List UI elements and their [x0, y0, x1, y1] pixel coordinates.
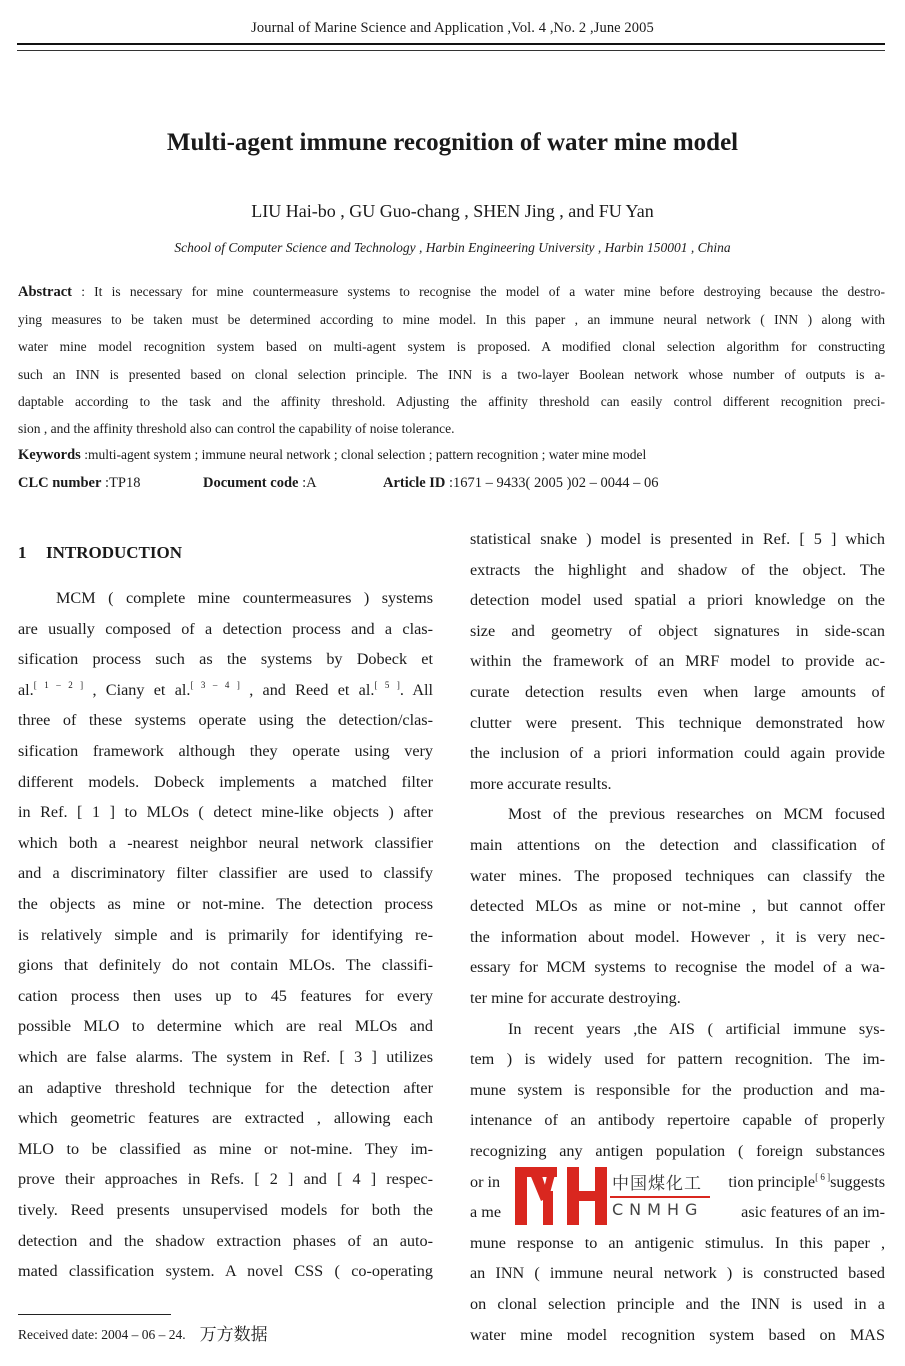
body-line	[18, 861, 433, 885]
footnote-line	[18, 1325, 268, 1345]
body-line	[18, 1076, 433, 1100]
body-line	[470, 925, 885, 949]
keywords	[18, 445, 885, 465]
abstract-line	[18, 365, 885, 385]
clc-number	[18, 473, 140, 493]
body-line	[470, 833, 885, 857]
abstract-text: sion , and the affinity threshold also can control the capability of noise tolerance.	[18, 421, 455, 436]
body-text: mated classification system. A novel CSS ( co-operating	[18, 1262, 433, 1280]
body-line	[470, 1323, 885, 1347]
body-text: three of these systems operate using the detection/clas-	[18, 711, 433, 729]
body-line	[470, 619, 885, 643]
body-text: essary for MCM systems to recognise the model of a wa-	[470, 958, 885, 976]
abstract-text: ying measures to be taken must be determined according to mine model. In this paper , an immune neural network ( INN ) along with	[18, 312, 885, 327]
body-line	[18, 831, 433, 855]
body-text: prove their approaches in Refs. [ 2 ] and [ 4 ] respec-	[18, 1170, 433, 1188]
body-text: clutter were present. This technique demonstrated how	[470, 714, 885, 732]
body-line	[18, 739, 433, 763]
body-line	[470, 894, 885, 918]
body-text: which geometric features are extracted , allowing each	[18, 1109, 433, 1127]
body-text: statistical snake ) model is presented in Ref. [ 5 ] which	[470, 530, 885, 548]
body-text: In recent years ,the AIS ( artificial immune sys-	[508, 1020, 885, 1038]
abstract-line	[18, 282, 885, 302]
body-line	[18, 678, 433, 702]
body-line	[470, 649, 885, 673]
body-text: tively. Reed presents unsupervised models for both the	[18, 1201, 433, 1219]
section-number: 1	[18, 543, 27, 562]
body-text: sification framework although they operate using very	[18, 742, 433, 760]
body-text: detection and the shadow extraction phases of an auto-	[18, 1232, 433, 1250]
body-text: asic features of an im-	[741, 1203, 885, 1221]
body-text: is relatively simple and is primarily for identifying re-	[18, 926, 433, 944]
abstract-line	[18, 392, 885, 412]
doc-code-value: :A	[302, 475, 317, 491]
abstract-text: It is necessary for mine countermeasure systems to recognise the model of a water mine before destroying because the destro-	[94, 284, 885, 299]
body-line	[18, 1198, 433, 1222]
body-tail	[728, 1170, 885, 1194]
body-text: the objects as mine or not-mine. The detection process	[18, 895, 433, 913]
body-text: a me	[470, 1203, 502, 1221]
body-text: more accurate results.	[470, 775, 612, 793]
body-line	[470, 772, 885, 796]
body-line	[18, 1106, 433, 1130]
body-line	[470, 558, 885, 582]
body-line	[18, 953, 433, 977]
affiliation: School of Computer Science and Technology , Harbin Engineering University , Harbin 150001 , China	[174, 240, 731, 255]
body-text: Most of the previous researches on MCM focused	[508, 805, 885, 823]
keywords-separator: :	[80, 447, 88, 462]
body-text: the information about model. However , it is very nec-	[470, 928, 885, 946]
body-line	[470, 680, 885, 704]
body-line	[508, 802, 885, 826]
body-text: , Ciany et al.	[83, 681, 191, 699]
footnote-rule	[18, 1314, 171, 1315]
body-line	[470, 711, 885, 735]
body-text: tem ) is widely used for pattern recognition. The im-	[470, 1050, 885, 1068]
body-line	[470, 1292, 885, 1316]
body-line	[18, 708, 433, 732]
doc-code-label: Document code	[203, 475, 299, 491]
body-line	[470, 1078, 885, 1102]
body-text: tion principle	[728, 1173, 816, 1191]
citation: [ 5 ]	[374, 680, 400, 690]
body-text: which both a -nearest neighbor neural network classifier	[18, 834, 433, 852]
body-line	[56, 586, 433, 610]
body-text: main attentions on the detection and classification of	[470, 836, 885, 854]
body-line	[18, 1137, 433, 1161]
body-text: intenance of an antibody repertoire capable of properly	[470, 1111, 885, 1129]
header-rule-thin	[17, 50, 885, 51]
body-text: size and geometry of object signatures in side-scan	[470, 622, 885, 640]
body-line	[18, 1229, 433, 1253]
body-line	[470, 741, 885, 765]
body-line	[18, 1045, 433, 1069]
body-text: which are false alarms. The system in Ref. [ 3 ] utilizes	[18, 1048, 433, 1066]
wanfang-watermark: 万方数据	[199, 1325, 268, 1345]
body-text: mune response to an antigenic stimulus. In this paper ,	[470, 1234, 885, 1252]
keywords-value: multi-agent system ; immune neural network ; clonal selection ; pattern recognition ; water mine model	[87, 447, 647, 462]
abstract-line	[18, 419, 885, 439]
body-text: the inclusion of a priori information could again provide	[470, 744, 885, 762]
body-line	[470, 955, 885, 979]
section-title: INTRODUCTION	[46, 543, 183, 562]
authors: LIU Hai-bo , GU Guo-chang , SHEN Jing , and FU Yan	[251, 201, 654, 221]
citation: [ 1 – 2 ]	[33, 680, 84, 690]
body-text: detected MLOs as mine or not-mine , but cannot offer	[470, 897, 885, 915]
body-text: recognizing any antigen population ( foreign substances	[470, 1142, 885, 1160]
mh-logo-icon	[515, 1167, 607, 1225]
abstract-text: such an INN is presented based on clonal selection principle. The INN is a two-layer Boolean network whose number of outputs is a-	[18, 367, 885, 382]
body-text: an INN ( immune neural network ) is constructed based	[470, 1264, 885, 1282]
clc-label: CLC number	[18, 475, 102, 491]
body-line	[470, 864, 885, 888]
abstract-text: daptable according to the task and the affinity threshold. Adjusting the affinity threshold can easily control different recognition preci-	[18, 394, 885, 409]
body-text: MCM ( complete mine countermeasures ) systems	[56, 589, 433, 607]
body-text: are usually composed of a detection process and a clas-	[18, 620, 433, 638]
body-text: and a discriminatory filter classifier are used to classify	[18, 864, 433, 882]
paper-title: Multi-agent immune recognition of water mine model	[166, 129, 739, 156]
cnmhg-watermark-logo	[515, 1167, 715, 1227]
body-text: ter mine for accurate destroying.	[470, 989, 681, 1007]
body-line	[470, 1261, 885, 1285]
article-id-value: :1671 – 9433( 2005 )02 – 0044 – 06	[449, 475, 659, 491]
body-line	[18, 1014, 433, 1038]
body-text: MLO to be classified as mine or not-mine. They im-	[18, 1140, 433, 1158]
body-text: al.	[18, 681, 34, 699]
header-rule-thick	[17, 43, 885, 45]
body-text: water mines. The proposed techniques can classify the	[470, 867, 885, 885]
citation: [ 3 – 4 ]	[190, 680, 240, 690]
body-text: possible MLO to determine which are real MLOs and	[18, 1017, 433, 1035]
citation: [ 6 ]	[815, 1172, 831, 1182]
body-text: or in	[470, 1173, 501, 1191]
body-line	[18, 1259, 433, 1283]
body-text: on clonal selection principle and the INN is used in a	[470, 1295, 885, 1313]
body-text: suggests	[830, 1173, 885, 1191]
body-text: extracts the highlight and shadow of the object. The	[470, 561, 885, 579]
body-line	[18, 923, 433, 947]
article-id	[383, 473, 658, 493]
body-line	[18, 984, 433, 1008]
body-text: curate detection results even when large amounts of	[470, 683, 885, 701]
body-line	[18, 1167, 433, 1191]
running-head: Journal of Marine Science and Application ,Vol. 4 ,No. 2 ,June 2005	[251, 20, 654, 36]
body-line	[470, 1108, 885, 1132]
document-code	[203, 473, 317, 493]
body-line	[18, 800, 433, 824]
body-line	[18, 647, 433, 671]
body-line	[508, 1017, 885, 1041]
abstract-line	[18, 337, 885, 357]
body-line	[470, 1047, 885, 1071]
body-tail	[741, 1200, 885, 1224]
body-text: an adaptive threshold technique for the detection after	[18, 1079, 433, 1097]
logo-chinese-text: 中国煤化工	[612, 1174, 702, 1194]
body-text: . All	[399, 681, 434, 699]
body-text: sification process such as the systems by Dobeck et	[18, 650, 433, 668]
body-line	[470, 1139, 885, 1163]
keywords-label: Keywords	[18, 447, 81, 463]
body-line	[470, 527, 885, 551]
abstract-text: water mine model recognition system based on multi-agent system is proposed. A modified clonal selection algorithm for constructing	[18, 339, 885, 354]
body-text: within the framework of an MRF model to provide ac-	[470, 652, 885, 670]
abstract-line	[18, 310, 885, 330]
body-text: different models. Dobeck implements a matched filter	[18, 773, 433, 791]
body-text: gions that definitely do not contain MLOs. The classifi-	[18, 956, 433, 974]
abstract-separator: :	[71, 284, 95, 299]
body-line	[18, 770, 433, 794]
abstract-label: Abstract	[18, 284, 72, 300]
logo-divider	[610, 1196, 710, 1198]
body-line	[470, 1231, 885, 1255]
body-line	[18, 617, 433, 641]
body-text: in Ref. [ 1 ] to MLOs ( detect mine-like objects ) after	[18, 803, 433, 821]
footnote-received-date: Received date: 2004 – 06 – 24.	[18, 1327, 186, 1342]
body-text: cation process then uses up to 45 features for every	[18, 987, 433, 1005]
section-heading	[18, 543, 182, 563]
article-id-label: Article ID	[383, 475, 446, 491]
body-line	[470, 986, 885, 1010]
logo-english-text: CNMHG	[612, 1200, 704, 1219]
body-line	[470, 588, 885, 612]
body-text: mune system is responsible for the production and ma-	[470, 1081, 885, 1099]
body-line	[18, 892, 433, 916]
body-text: detection model used spatial a priori knowledge on the	[470, 591, 885, 609]
body-text: , and Reed et al.	[239, 681, 375, 699]
body-text: water mine model recognition system based on MAS	[470, 1326, 885, 1344]
clc-value: :TP18	[105, 475, 141, 491]
